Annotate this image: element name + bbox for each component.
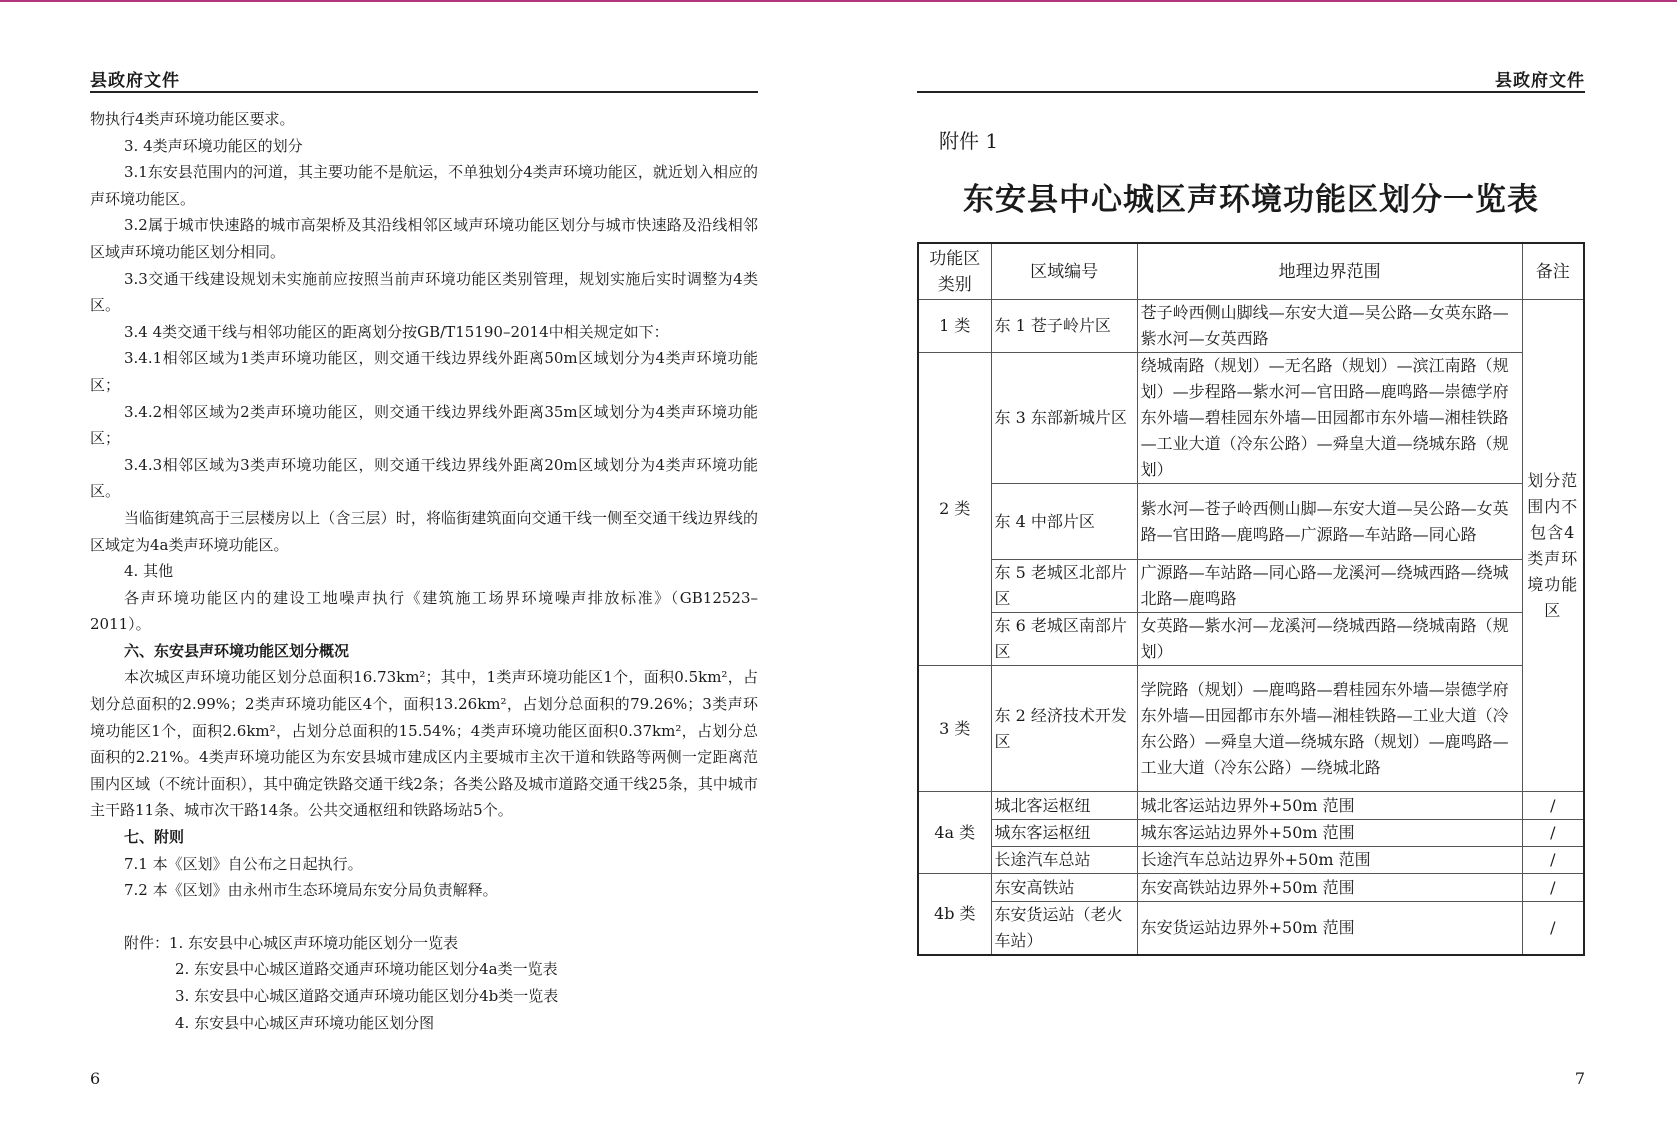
boundary-cell: 广源路—车站路—同心路—龙溪河—绕城西路—绕城北路—鹿鸣路 — [1137, 560, 1522, 613]
page-number: 6 — [90, 1069, 101, 1088]
paragraph: 7.1 本《区划》自公布之日起执行。 — [124, 854, 363, 873]
running-head: 县政府文件 — [90, 71, 180, 91]
table-header-row — [918, 243, 1584, 300]
zone-id-cell: 东 4 中部片区 — [991, 484, 1137, 560]
paragraph: 七、附则 — [124, 828, 185, 847]
note-cell: 划分范围内不包含4类声环境功能区 — [1522, 300, 1584, 792]
attachment-item: 3. 东安县中心城区道路交通声环境功能区划分4b类一览表 — [175, 987, 559, 1005]
zone-id-cell: 东 3 东部新城片区 — [991, 353, 1137, 484]
boundary-cell: 女英路—紫水河—龙溪河—绕城西路—绕城南路（规划） — [1137, 613, 1522, 666]
paragraph: 3.2属于城市快速路的城市高架桥及其沿线相邻区域声环境功能区划分与城市快速路及沿线相邻区域声环境功能区划分相同。 — [90, 216, 758, 261]
boundary-cell: 城东客运站边界外+50m 范围 — [1137, 820, 1522, 847]
paragraph: 六、东安县声环境功能区划分概况 — [124, 641, 350, 660]
header-class: 功能区类别 — [918, 243, 991, 300]
paragraph: 当临街建筑高于三层楼房以上（含三层）时，将临街建筑面向交通干线一侧至交通干线边界线的区域定为4a类声环境功能区。 — [90, 508, 758, 554]
spacer — [90, 904, 758, 930]
zone-class-cell: 4a 类 — [918, 792, 991, 874]
attachment-item: 4. 东安县中心城区声环境功能区划分图 — [175, 1013, 435, 1032]
boundary-cell: 苍子岭西侧山脚线—东安大道—吴公路—女英东路—紫水河—女英西路 — [1137, 300, 1522, 353]
right-page — [917, 2, 1585, 1146]
note-cell: / — [1522, 847, 1584, 874]
zone-id-cell: 东 5 老城区北部片区 — [991, 560, 1137, 613]
attachment-label: 附件 1 — [939, 129, 999, 153]
paragraph: 各声环境功能区内的建设工地噪声执行《建筑施工场界环境噪声排放标准》（GB12523–2011）。 — [90, 588, 758, 634]
header-rule — [90, 91, 758, 93]
zone-id-cell: 东 2 经济技术开发区 — [991, 666, 1137, 792]
zone-id-cell: 东安货运站（老火车站） — [991, 902, 1137, 956]
body-text — [90, 106, 758, 1036]
note-cell: / — [1522, 792, 1584, 820]
attachment-item: 附件：1. 东安县中心城区声环境功能区划分一览表 — [124, 933, 459, 952]
table-row — [918, 484, 1584, 560]
zone-id-cell: 东 1 苍子岭片区 — [991, 300, 1137, 353]
attachment-item: 2. 东安县中心城区道路交通声环境功能区划分4a类一览表 — [175, 960, 558, 979]
zone-class-cell: 3 类 — [918, 666, 991, 792]
boundary-cell: 东安货运站边界外+50m 范围 — [1137, 902, 1522, 956]
header-boundary: 地理边界范围 — [1137, 243, 1522, 300]
table-row — [918, 902, 1584, 956]
paragraph: 3. 4类声环境功能区的划分 — [124, 136, 303, 155]
boundary-cell: 城北客运站边界外+50m 范围 — [1137, 792, 1522, 820]
boundary-cell: 东安高铁站边界外+50m 范围 — [1137, 874, 1522, 902]
table-row — [918, 613, 1584, 666]
zone-id-cell: 长途汽车总站 — [991, 847, 1137, 874]
table-row — [918, 847, 1584, 874]
paragraph: 4. 其他 — [124, 562, 174, 581]
note-cell: / — [1522, 902, 1584, 956]
paragraph: 7.2 本《区划》由永州市生态环境局东安分局负责解释。 — [124, 881, 498, 900]
left-page — [90, 2, 758, 1146]
zone-id-cell: 城北客运枢纽 — [991, 792, 1137, 820]
paragraph: 3.4.3相邻区域为3类声环境功能区，则交通干线边界线外距离20m区域划分为4类声环境功能区。 — [90, 455, 758, 501]
boundary-cell: 绕城南路（规划）—无名路（规划）—滨江南路（规划）—步程路—紫水河—官田路—鹿鸣路—崇德学府东外墙—碧桂园东外墙—田园都市东外墙—湘桂铁路—工业大道（冷东公路）—舜皇大道—绕城东路（规划） — [1137, 353, 1522, 484]
paragraph: 物执行4类声环境功能区要求。 — [90, 110, 295, 128]
boundary-cell: 紫水河—苍子岭西侧山脚—东安大道—吴公路—女英路—官田路—鹿鸣路—广源路—车站路—同心路 — [1137, 484, 1522, 560]
paragraph: 3.4.1相邻区域为1类声环境功能区，则交通干线边界线外距离50m区域划分为4类声环境功能区； — [90, 349, 758, 394]
table-row — [918, 792, 1584, 820]
paragraph: 3.3交通干线建设规划未实施前应按照当前声环境功能区类别管理，规划实施后实时调整为4类区。 — [90, 269, 758, 315]
header-rule — [917, 91, 1585, 93]
note-cell: / — [1522, 820, 1584, 847]
running-head: 县政府文件 — [1495, 71, 1585, 91]
header-id: 区域编号 — [991, 243, 1137, 300]
paragraph: 3.1东安县范围内的河道，其主要功能不是航运，不单独划分4类声环境功能区，就近划入相应的声环境功能区。 — [90, 163, 758, 208]
paragraph: 3.4 4类交通干线与相邻功能区的距离划分按GB/T15190–2014中相关规定如下： — [124, 322, 669, 341]
zone-table — [917, 242, 1585, 956]
table-row — [918, 560, 1584, 613]
header-note: 备注 — [1522, 243, 1584, 300]
zone-id-cell: 城东客运枢纽 — [991, 820, 1137, 847]
table-row — [918, 300, 1584, 353]
table-row — [918, 666, 1584, 792]
table-row — [918, 874, 1584, 902]
boundary-cell: 学院路（规划）—鹿鸣路—碧桂园东外墙—崇德学府东外墙—田园都市东外墙—湘桂铁路—工业大道（冷东公路）—舜皇大道—绕城东路（规划）—鹿鸣路—工业大道（冷东公路）—绕城北路 — [1137, 666, 1522, 792]
zone-class-cell: 4b 类 — [918, 874, 991, 956]
zone-class-cell: 2 类 — [918, 353, 991, 666]
zone-id-cell: 东 6 老城区南部片区 — [991, 613, 1137, 666]
table-row — [918, 820, 1584, 847]
table-row — [918, 353, 1584, 484]
zone-class-cell: 1 类 — [918, 300, 991, 353]
boundary-cell: 长途汽车总站边界外+50m 范围 — [1137, 847, 1522, 874]
page-number: 7 — [1574, 1069, 1585, 1088]
zone-id-cell: 东安高铁站 — [991, 874, 1137, 902]
note-cell: / — [1522, 874, 1584, 902]
paragraph: 3.4.2相邻区域为2类声环境功能区，则交通干线边界线外距离35m区域划分为4类声环境功能区； — [90, 402, 758, 448]
table-title: 东安县中心城区声环境功能区划分一览表 — [963, 182, 1539, 218]
paragraph: 本次城区声环境功能区划分总面积16.73km²；其中，1类声环境功能区1个，面积0.5km²，占划分总面积的2.99%；2类声环境功能区4个，面积13.26km²，占划分总面积的79.26%；3类声环境功能区1个，面积2.6km²，占划分总面积的15.54%；4类声环境功能区面积0.37km²，占划分总面积的2.21%。4类声环境功能区为东安县城市建成区内主要城市主次干道和铁路等两侧一定距离范围内区域（不统计面积），其中确定铁路交通干线2条；各类公路及城市道路交通干线25条，其中城市主干路11条、城市次干路14条。公共交通枢纽和铁路场站5个。 — [90, 668, 758, 820]
